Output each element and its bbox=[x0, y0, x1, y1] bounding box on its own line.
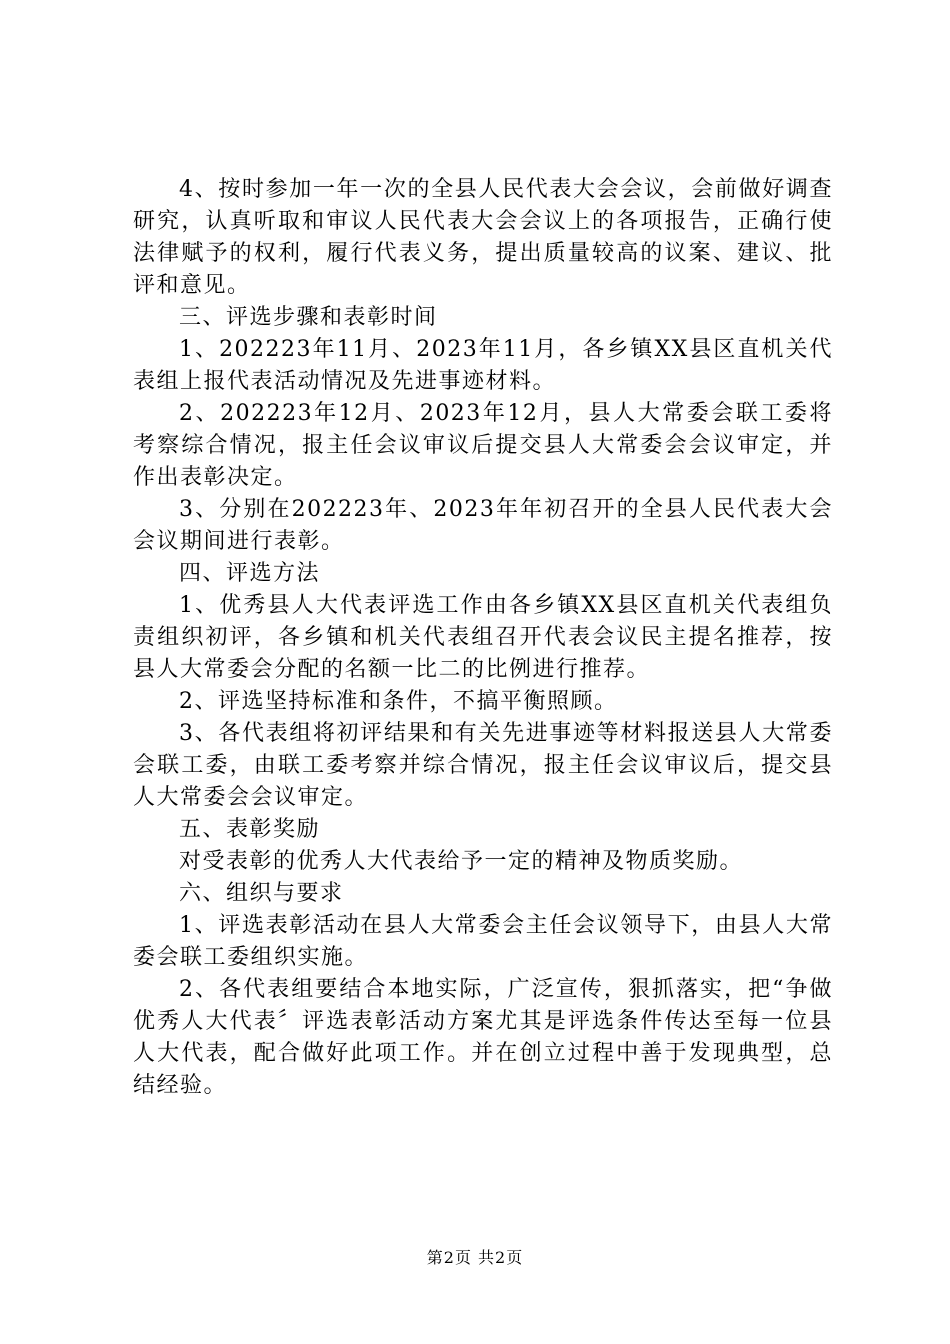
section-heading-6: 六、组织与要求 bbox=[179, 881, 344, 906]
section-heading-5: 五、表彰奖励 bbox=[179, 817, 321, 842]
section-heading-3: 三、评选步骤和表彰时间 bbox=[179, 305, 438, 330]
paragraph-org-2: 2、各代表组要结合本地实际，广泛宣传，狠抓落实，把“争做优秀人大代表〞评选表彰活动方案尤其是评选条件传达至每一位县人大代表，配合做好此项工作。并在创立过程中善于发现典型，总结经验。 bbox=[133, 977, 833, 1098]
paragraph-step-2: 2、202223年12月、2023年12月，县人大常委会联工委将考察综合情况，报主任会议审议后提交县人大常委会会议审定，并作出表彰决定。 bbox=[133, 401, 833, 490]
paragraph-org-1: 1、评选表彰活动在县人大常委会主任会议领导下，由县人大常委会联工委组织实施。 bbox=[133, 913, 833, 970]
section-heading-4: 四、评选方法 bbox=[179, 561, 321, 586]
paragraph-step-1: 1、202223年11月、2023年11月，各乡镇XX县区直机关代表组上报代表活动情况及先进事迹材料。 bbox=[133, 337, 833, 394]
page-footer: 第2页 共2页 bbox=[426, 1248, 524, 1267]
paragraph-item-4: 4、按时参加一年一次的全县人民代表大会会议，会前做好调查研究，认真听取和审议人民代表大会会议上的各项报告，正确行使法律赋予的权利，履行代表义务，提出质量较高的议案、建议、批评和意见。 bbox=[133, 177, 833, 298]
paragraph-reward: 对受表彰的优秀人大代表给予一定的精神及物质奖励。 bbox=[179, 849, 744, 874]
paragraph-method-2: 2、评选坚持标准和条件，不搞平衡照顾。 bbox=[179, 689, 618, 714]
paragraph-method-3: 3、各代表组将初评结果和有关先进事迹等材料报送县人大常委会联工委，由联工委考察并综合情况，报主任会议审议后，提交县人大常委会会议审定。 bbox=[133, 721, 833, 810]
paragraph-step-3: 3、分别在202223年、2023年年初召开的全县人民代表大会会议期间进行表彰。 bbox=[133, 497, 833, 554]
paragraph-method-1: 1、优秀县人大代表评选工作由各乡镇XX县区直机关代表组负责组织初评，各乡镇和机关代表组召开代表会议民主提名推荐，按县人大常委会分配的名额一比二的比例进行推荐。 bbox=[133, 593, 833, 682]
document-body bbox=[133, 174, 833, 1102]
